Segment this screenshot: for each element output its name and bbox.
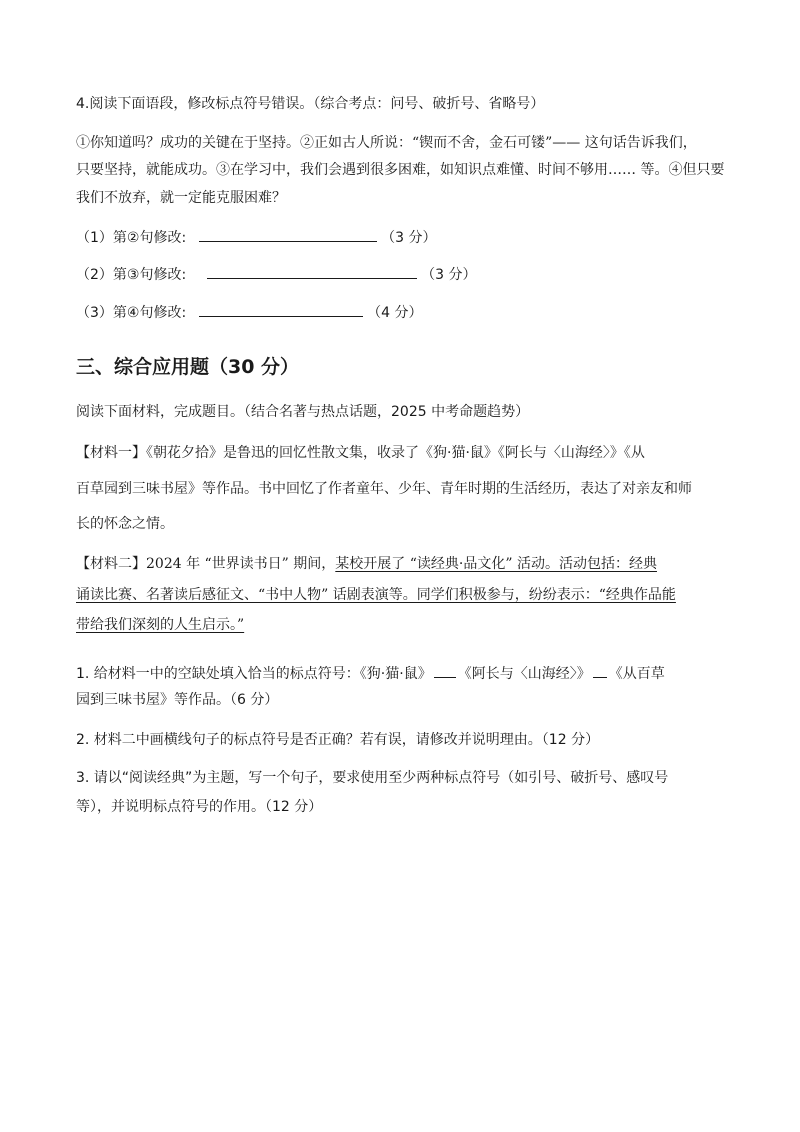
answer-item-3	[76, 301, 422, 323]
answer-blank-1[interactable]	[199, 226, 377, 242]
answer-item-2-label: （2）第③句修改:	[76, 267, 187, 283]
question-3-line-1: 3. 请以“阅读经典”为主题，写一个句子，要求使用至少两种标点符号（如引号、破折号、感叹号	[76, 770, 669, 786]
answer-item-1	[76, 226, 436, 248]
material-2-line-1	[76, 554, 657, 574]
answer-item-2	[76, 263, 476, 285]
material-1-line-1: 【材料一】《朝花夕拾》是鲁迅的回忆性散文集，收录了《狗·猫·鼠》《阿长与〈山海经〉》《从	[76, 445, 645, 461]
passage-line-2: 只要坚持，就能成功。③在学习中，我们会遇到很多困难，如知识点难懂、时间不够用…… 等。④但只要	[76, 162, 725, 178]
section-3-intro: 阅读下面材料，完成题目。（结合名著与热点话题，2025 中考命题趋势）	[76, 404, 530, 420]
material-2-plain-text: 【材料二】2024 年 “世界读书日” 期间，	[76, 556, 336, 572]
answer-item-3-score: （4 分）	[367, 305, 423, 321]
section-3-title: 三、综合应用题（30 分）	[76, 356, 300, 378]
passage-line-1: ①你知道吗？成功的关键在于坚持。②正如古人所说：“锲而不舍，金石可镂”—— 这句话告诉我们，	[76, 135, 697, 151]
answer-item-3-label: （3）第④句修改:	[76, 305, 187, 321]
answer-item-2-score: （3 分）	[421, 267, 477, 283]
answer-item-1-score: （3 分）	[381, 230, 437, 246]
material-1-line-3: 长的怀念之情。	[76, 516, 174, 532]
question-3-line-2: 等），并说明标点符号的作用。（12 分）	[76, 799, 323, 815]
question-4-title: 4.阅读下面语段，修改标点符号错误。（综合考点：问号、破折号、省略号）	[76, 96, 545, 112]
answer-item-1-label: （1）第②句修改:	[76, 230, 187, 246]
question-1-line-2: 园到三味书屋》等作品。（6 分）	[76, 692, 279, 708]
question-1-line-1	[76, 662, 665, 684]
answer-blank-3[interactable]	[199, 301, 363, 317]
material-2-underlined-sentence-3: 带给我们深刻的人生启示。”	[76, 617, 245, 633]
question-1-text-a: 1. 给材料一中的空缺处填入恰当的标点符号：《狗·猫·鼠》	[76, 666, 432, 682]
answer-blank-2[interactable]	[207, 263, 417, 279]
material-2-underlined-sentence-1: 某校开展了 “读经典·品文化” 活动。活动包括：经典	[335, 556, 657, 572]
question-1-text-b: 《阿长与〈山海经〉》	[457, 666, 591, 682]
material-2-underlined-sentence-2: 诵读比赛、名著读后感征文、“书中人物” 话剧表演等。同学们积极参与，纷纷表示：“经典作品能	[76, 587, 676, 603]
passage-line-3: 我们不放弃，就一定能克服困难？	[76, 190, 286, 206]
material-1-line-2: 百草园到三味书屋》等作品。书中回忆了作者童年、少年、青年时期的生活经历，表达了对亲友和师	[76, 481, 692, 497]
punctuation-blank-2[interactable]	[593, 662, 607, 678]
question-1-text-c: 《从百草	[608, 666, 665, 682]
question-2: 2. 材料二中画横线句子的标点符号是否正确？若有误，请修改并说明理由。（12 分）	[76, 732, 600, 748]
punctuation-blank-1[interactable]	[434, 662, 456, 678]
